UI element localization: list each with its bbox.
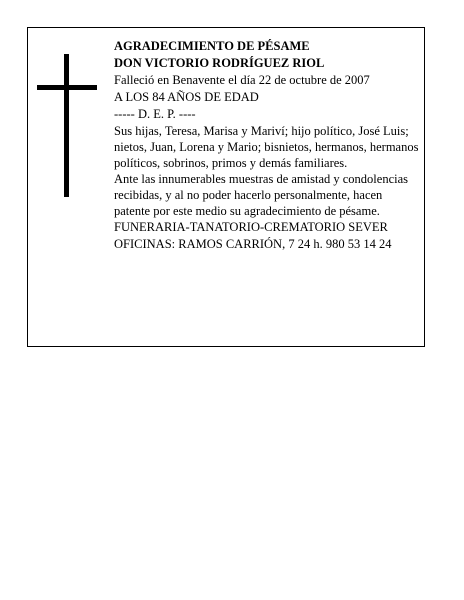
cross-horizontal-bar [37, 85, 97, 90]
notice-text [114, 38, 420, 253]
death-details: Falleció en Benavente el día 22 de octubre de 2007 [114, 73, 370, 87]
age-details: A LOS 84 AÑOS DE EDAD [114, 90, 259, 104]
notice-heading: AGRADECIMIENTO DE PÉSAME [114, 39, 310, 53]
family-paragraph: Sus hijas, Teresa, Marisa y Mariví; hijo político, José Luis; nietos, Juan, Lorena y Mario; bisnietos, hermanos, hermanos políticos, sobrinos, primos y demás familiares. [114, 124, 419, 170]
cross-vertical-bar [64, 54, 69, 197]
rip-line: ----- D. E. P. ---- [114, 107, 196, 121]
offices-line: OFICINAS: RAMOS CARRIÓN, 7 24 h. 980 53 14 24 [114, 237, 392, 251]
funeral-home-line: FUNERARIA-TANATORIO-CREMATORIO SEVER [114, 220, 388, 234]
latin-cross-icon [37, 54, 97, 197]
deceased-name: DON VICTORIO RODRÍGUEZ RIOL [114, 56, 325, 70]
thanks-paragraph: Ante las innumerables muestras de amistad y condolencias recibidas, y al no poder hacerlo personalmente, hacen patente por este medio su agradecimiento de pésame. [114, 172, 409, 218]
